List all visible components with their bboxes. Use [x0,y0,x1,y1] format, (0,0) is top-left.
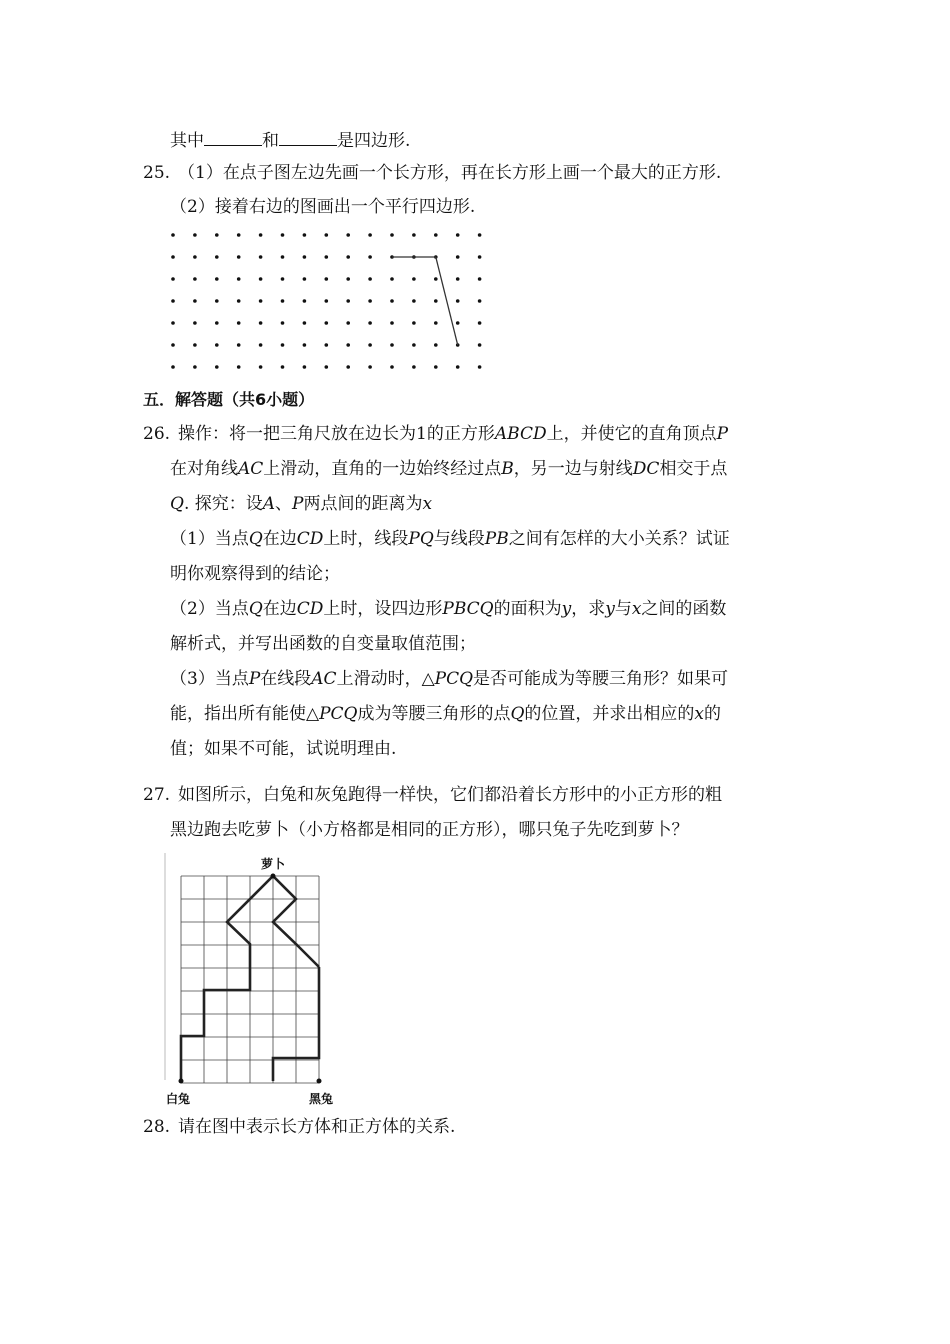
q26-var: Q [248,529,263,549]
grid-dot [390,277,394,281]
q26-var: CD [296,529,324,549]
q26-sub-3-line-2 [170,702,721,726]
q26-sub-2-line-1 [170,597,726,621]
grid-dot [281,343,285,347]
grid-dot [193,299,197,303]
q26-text: 的 [704,704,721,724]
answer-blank-2[interactable] [279,127,337,146]
grid-dot [412,277,416,281]
q26-var: DC [632,459,660,479]
grid-dot [434,365,438,369]
grid-dot [303,277,307,281]
grid-dot [215,299,219,303]
q26-var: y [561,599,572,619]
q25-number: 25. [143,163,171,183]
grid-dot [193,233,197,237]
grid-dot [456,233,460,237]
q26-var: ABCD [494,424,547,444]
q26-text: 的位置，并求出相应的 [524,704,695,724]
white-rabbit-label: 白兔 [166,1092,191,1106]
q26-line-1 [143,422,728,446]
q26-var: x [631,599,642,619]
q26-var: Q [248,599,263,619]
q26-var: x [694,704,704,724]
grid-dot [303,321,307,325]
grid-dot [259,255,263,259]
q26-text: （2）当点 [170,599,249,619]
grid-dot [368,255,372,259]
q24-tail-line [170,127,410,153]
grid-dot [478,343,482,347]
q25-part-1: （1）在点子图左边先画一个长方形，再在长方形上画一个最大的正方形. [178,163,722,183]
grid-dot [193,321,197,325]
grid-dot [281,255,285,259]
grid-dot [368,299,372,303]
grid-dot [193,343,197,347]
carrot-label: 萝卜 [261,857,286,871]
grid-dot [303,233,307,237]
grid-dot [412,321,416,325]
q26-var: PCQ [434,669,474,689]
grid-dot [237,299,241,303]
grid-dot [259,233,263,237]
grid-dot [346,255,350,259]
grid-dot [303,255,307,259]
grid-dot [346,233,350,237]
q26-text: 在线段 [260,669,312,689]
grid-dot [281,321,285,325]
grid-dot [259,365,263,369]
q26-text: 操作：将一把三角尺放在边长为1的正方形 [178,424,495,444]
grid-dot [434,277,438,281]
q24-prefix: 其中 [170,131,204,151]
q26-number: 26. [143,424,171,444]
q26-var: P [292,494,304,514]
grid-dot [456,321,460,325]
q26-text: 之间有怎样的大小关系？试证 [508,529,730,549]
q26-line-2 [170,457,727,481]
grid-dot [171,233,175,237]
grid-dot [259,321,263,325]
q28-line [143,1115,455,1139]
grid-dot [390,365,394,369]
grid-dot [478,365,482,369]
q26-var: B [501,459,514,479]
q26-text: 在边 [262,599,297,619]
q26-var: PQ [408,529,434,549]
q26-var: PBCQ [442,599,494,619]
rabbit-path-figure [155,848,355,1113]
grid-dot [434,233,438,237]
grid-dot [171,277,175,281]
q27-line-1 [143,783,722,807]
grid-dot [325,233,329,237]
section-5-title [143,388,314,412]
grid-dot [478,299,482,303]
grid-dot [303,343,307,347]
grid-dot [325,343,329,347]
q25-line-1 [143,161,721,185]
section-5-title-text: 五．解答题（共6小题） [143,390,315,409]
q26-var: AC [311,669,337,689]
q27-number: 27. [143,785,171,805]
q26-text: 能，指出所有能使△ [170,704,320,724]
grid-dot [456,299,460,303]
grid-dot [478,277,482,281]
grid-dot [171,343,175,347]
q26-text: 上滑动时，△ [336,669,435,689]
q27-text: 黑边跑去吃萝卜（小方格都是相同的正方形），哪只兔子先吃到萝卜？ [170,820,689,840]
grid-dot [303,365,307,369]
q26-sub-1-line-2 [170,562,340,586]
grid-dot [456,277,460,281]
q25-part-2: （2）接着右边的图画出一个平行四边形. [170,197,476,217]
grid-dot [390,299,394,303]
q26-var: y [605,599,615,619]
grid-dot [215,343,219,347]
grid-dot [478,233,482,237]
grid-dot [171,299,175,303]
grid-dot [434,321,438,325]
grid-dot [390,233,394,237]
q26-var: Q [510,704,525,724]
given-segment [436,257,458,345]
grid-dot [259,299,263,303]
q28-text: 请在图中表示长方体和正方体的关系. [178,1117,456,1137]
grid-dot [215,233,219,237]
grid-dot [237,255,241,259]
grid-dot [434,343,438,347]
grid-dot [390,321,394,325]
q26-text: . 探究：设 [183,494,263,514]
black-rabbit-point [317,1079,322,1084]
q26-text: 值；如果不可能，试说明理由. [170,739,397,759]
grid-dot [325,365,329,369]
grid-dot [368,343,372,347]
q26-sub-2-line-2 [170,632,476,656]
grid-dot [346,343,350,347]
grid-dot [281,299,285,303]
q26-text: ，求 [571,599,606,619]
q27-line-2 [170,818,689,842]
grid-dot [325,277,329,281]
grid-dot [215,277,219,281]
grid-dot [346,365,350,369]
q26-var: A [262,494,276,514]
answer-blank-1[interactable] [204,127,262,146]
q26-var: PCQ [319,704,358,724]
q26-text: 上时，设四边形 [323,599,443,619]
carrot-point [271,874,276,879]
q26-sub-1-line-1 [170,527,730,551]
grid-dot [303,299,307,303]
grid-dot [368,277,372,281]
grid-dot [478,321,482,325]
grid-dot [237,277,241,281]
q26-text: 之间的函数 [641,599,727,619]
q24-suffix: 是四边形. [337,131,411,151]
q26-var: PB [484,529,509,549]
grid-dot [215,365,219,369]
grid-dot [412,233,416,237]
grid-dot [171,255,175,259]
grid-dot [346,321,350,325]
q26-text: 是否可能成为等腰三角形？如果可 [473,669,729,689]
grid-dot [237,365,241,369]
q26-var: x [422,494,433,514]
grid-dot [456,365,460,369]
grid-dot [368,365,372,369]
grid-dot [368,321,372,325]
q26-text: 成为等腰三角形的点 [357,704,511,724]
q26-text: 上，并使它的直角顶点 [546,424,717,444]
q26-text: 在对角线 [170,459,238,479]
q26-text: 上时，线段 [323,529,409,549]
grid-dot [237,343,241,347]
grid-dot [346,299,350,303]
q27-text: 如图所示，白兔和灰兔跑得一样快，它们都沿着长方形中的小正方形的粗 [178,785,723,805]
grid-dot [368,233,372,237]
q26-var: AC [238,459,264,479]
grid-dot [325,299,329,303]
q26-var: P [716,424,729,444]
grid-dot [215,321,219,325]
dot-grid-figure [160,225,500,375]
grid-dot [456,255,460,259]
grid-dot [259,277,263,281]
q26-sub-3-line-3 [170,737,396,761]
q26-var: CD [296,599,324,619]
q26-text: 与 [614,599,632,619]
grid-dot [281,365,285,369]
grid-dot [281,233,285,237]
q26-text: 与线段 [433,529,485,549]
grid-dot [193,255,197,259]
grid-dot [193,365,197,369]
grid-dot [325,321,329,325]
grid-dot [346,277,350,281]
q26-text: 两点间的距离为 [303,494,423,514]
grid-dot [215,255,219,259]
q26-text: 、 [275,494,293,514]
q26-var: Q [170,494,184,514]
q26-text: （1）当点 [170,529,249,549]
black-rabbit-label: 黑兔 [309,1092,334,1106]
grid-dot [259,343,263,347]
q24-mid: 和 [262,131,279,151]
grid-dot [171,321,175,325]
grid-dot [237,321,241,325]
grid-dot [478,255,482,259]
q26-sub-3-line-1 [170,667,728,691]
q26-text: 上滑动，直角的一边始终经过点 [263,459,502,479]
q26-text: （3）当点 [170,669,249,689]
q25-line-2 [170,195,475,219]
grid-dot [412,343,416,347]
q26-text: ，另一边与射线 [513,459,633,479]
q28-number: 28. [143,1117,171,1137]
q26-line-3 [170,492,432,516]
grid-dot [412,299,416,303]
q26-text: 相交于点 [659,459,728,479]
grid-dot [281,277,285,281]
q26-text: 明你观察得到的结论； [170,564,340,584]
q26-var: P [248,669,261,689]
grid-dot [171,365,175,369]
grid-dot [412,365,416,369]
q26-text: 解析式，并写出函数的自变量取值范围； [170,634,476,654]
grid-dot [390,343,394,347]
grid-dot [193,277,197,281]
q26-text: 在边 [262,529,297,549]
grid-dot [237,233,241,237]
grid-dot [434,299,438,303]
grid-dot [325,255,329,259]
white-rabbit-point [179,1079,184,1084]
q26-text: 的面积为 [493,599,562,619]
